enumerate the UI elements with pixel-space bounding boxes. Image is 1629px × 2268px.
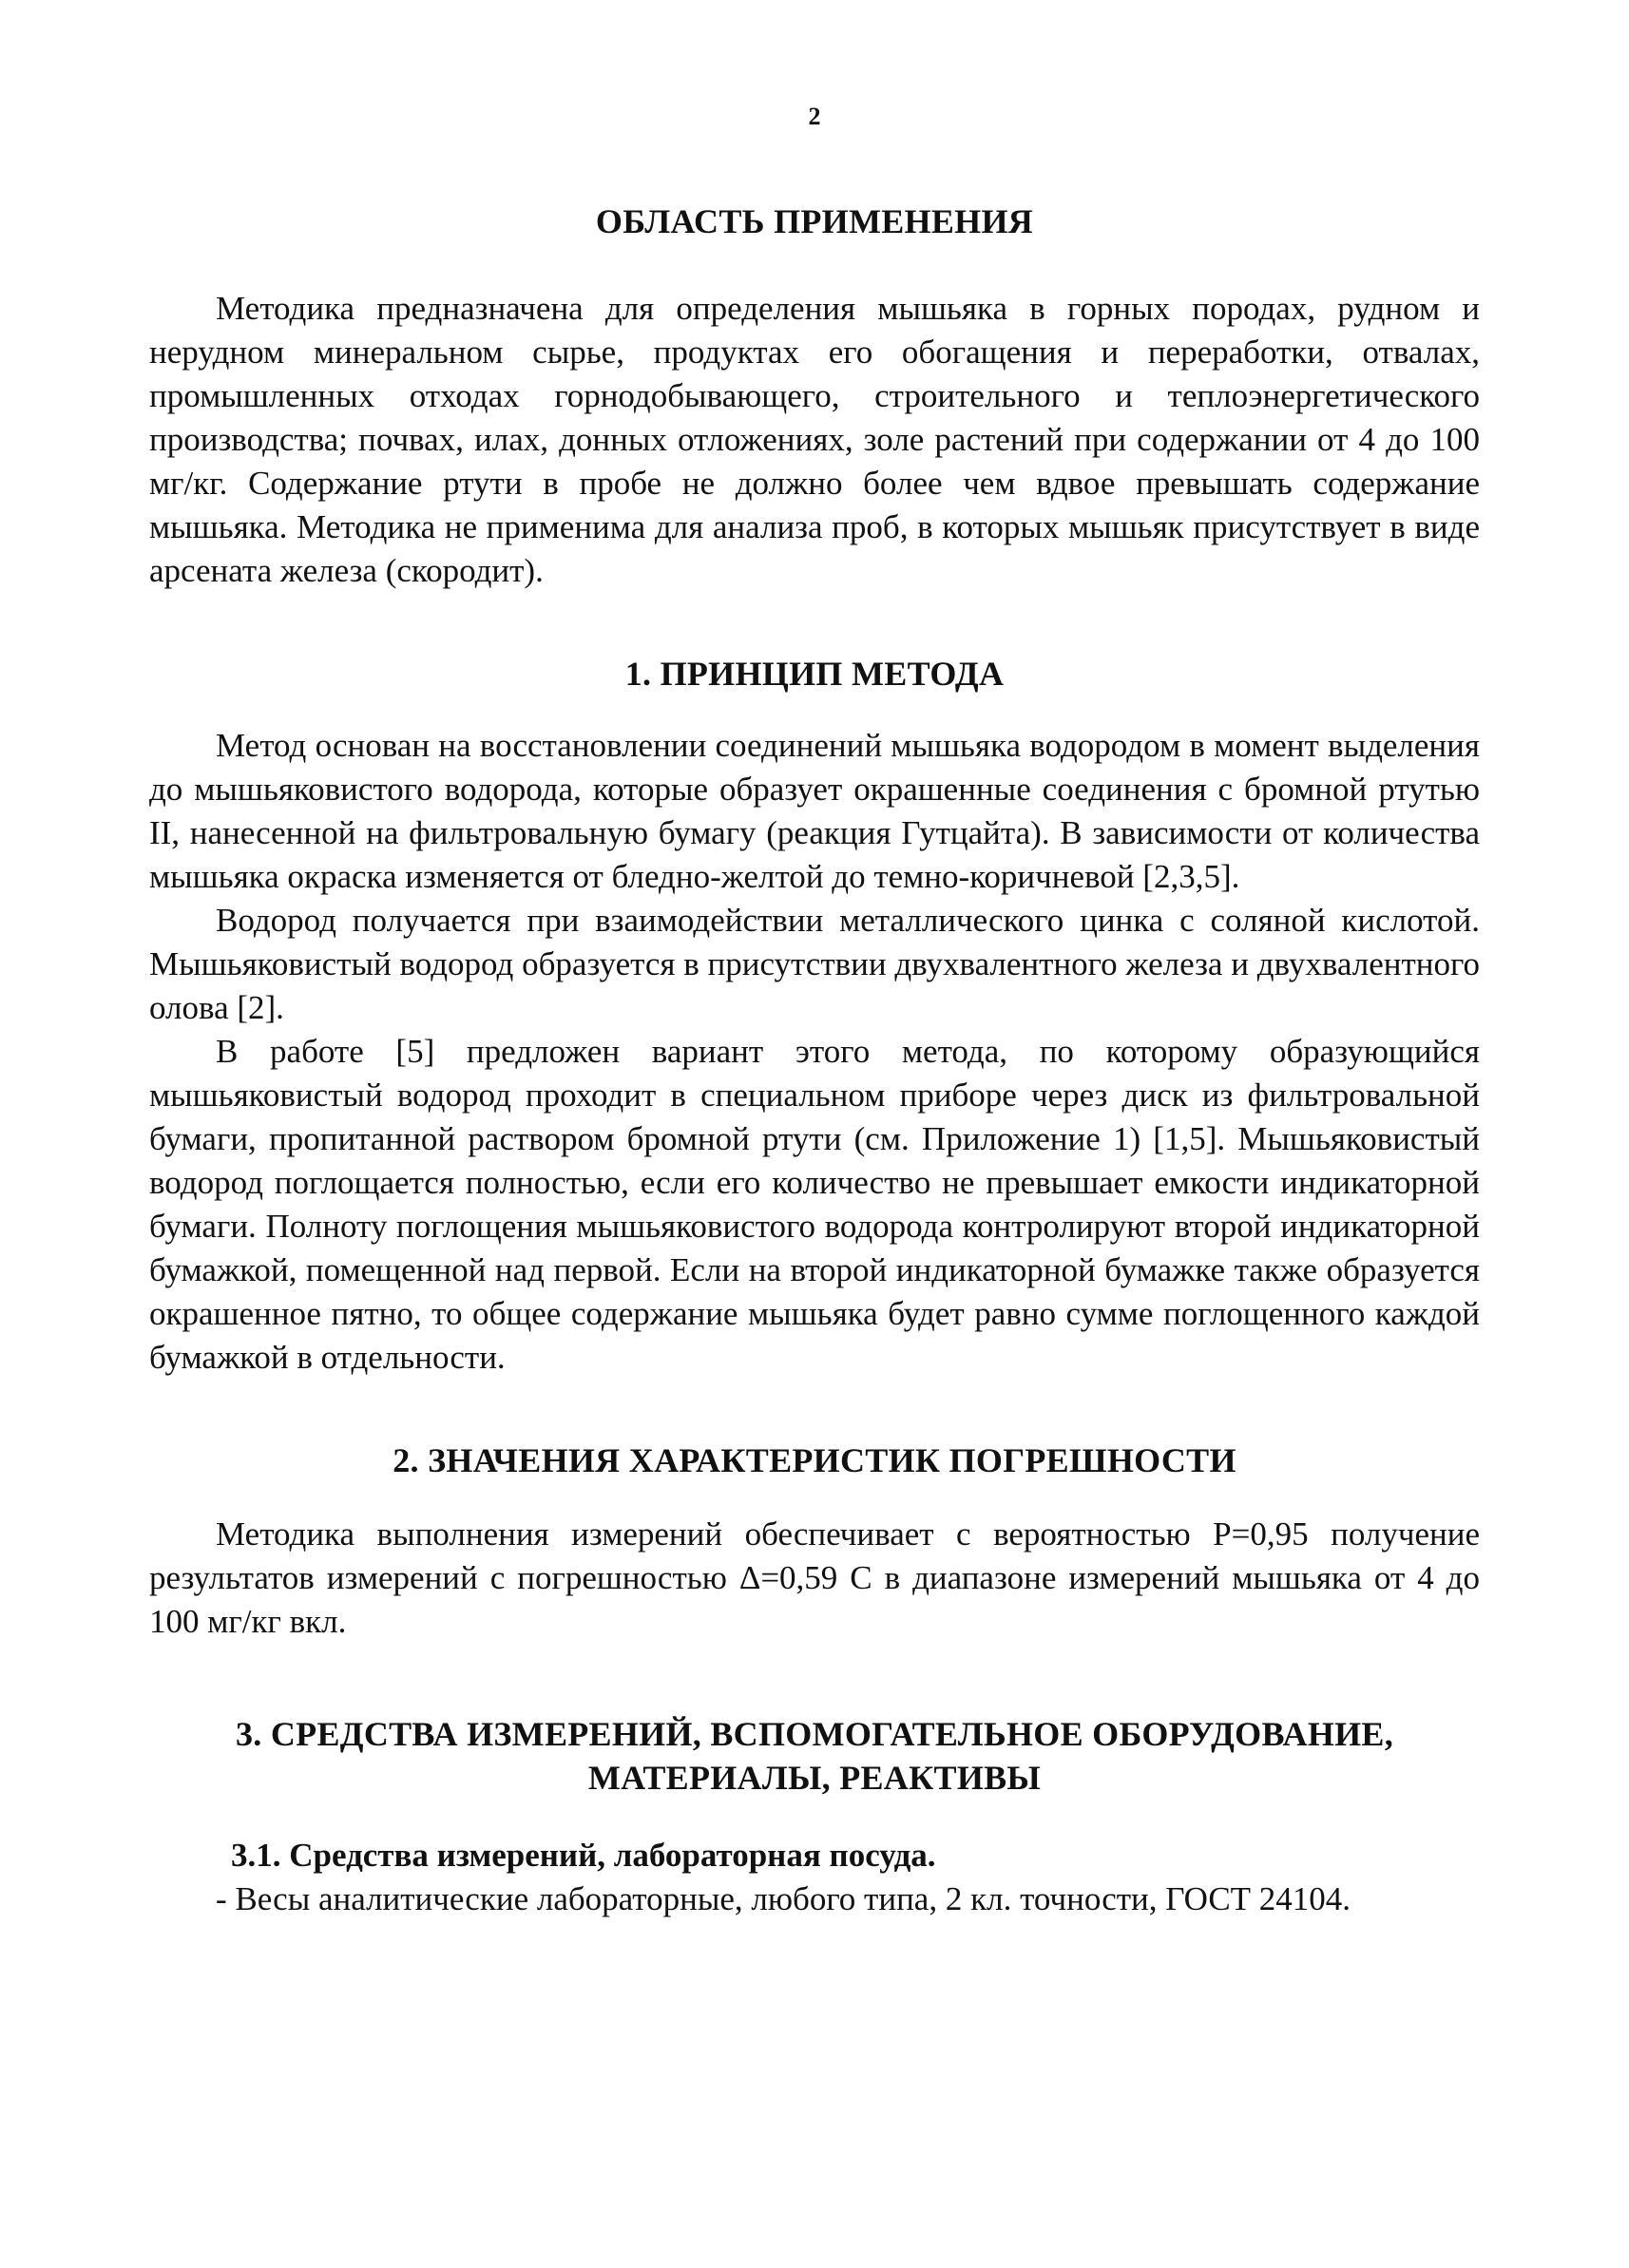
section-1-heading: 1. ПРИНЦИП МЕТОДА bbox=[624, 655, 1005, 693]
section-3-heading-line-1: 3. СРЕДСТВА ИЗМЕРЕНИЙ, ВСПОМОГАТЕЛЬНОЕ ОБОРУДОВАНИЕ, bbox=[235, 1715, 1394, 1753]
section-2-paragraph: Методика выполнения измерений обеспечивает с вероятностью Р=0,95 получение результатов измерений с погрешностью Δ=0,59 С в диапазоне измерений мышьяка от 4 до 100 мг/кг вкл. bbox=[149, 1515, 1480, 1640]
equipment-list-item: - Весы аналитические лабораторные, любого типа, 2 кл. точности, ГОСТ 24104. bbox=[216, 1880, 1351, 1917]
scope-paragraph: Методика предназначена для определения мышьяка в горных породах, рудном и нерудном минеральном сырье, продуктах его обогащения и переработки, отвалах, промышленных отходах горнодобывающего, строительного и теплоэнергетического производства; почвах, илах, донных отложениях, золе растений при содержании от 4 до 100 мг/кг. Содержание ртути в пробе не должно более чем вдвое превышать содержание мышьяка. Методика не применима для анализа проб, в которых мышьяк присутствует в виде арсената железа (скородит). bbox=[149, 290, 1480, 589]
section-2-heading: 2. ЗНАЧЕНИЯ ХАРАКТЕРИСТИК ПОГРЕШНОСТИ bbox=[393, 1441, 1236, 1479]
section-1-paragraph-1: Метод основан на восстановлении соединений мышьяка водородом в момент выделения до мышьяковистого водорода, которые образует окрашенные соединения с бромной ртутью II, нанесенной на фильтровальную бумагу (реакция Гутцайта). В зависимости от количества мышьяка окраска изменяется от бледно-желтой до темно-коричневой [2,3,5]. bbox=[149, 727, 1480, 895]
section-1-paragraph-2: Водород получается при взаимодействии металлического цинка с соляной кислотой. Мышьяковистый водород образуется в присутствии двухвалентного железа и двухвалентного олова [2]. bbox=[149, 902, 1480, 1026]
page-number: 2 bbox=[808, 103, 821, 130]
page-content bbox=[149, 190, 1480, 1921]
section-1-paragraph-3: В работе [5] предложен вариант этого метода, по которому образующийся мышьяковистый водород проходит в специальном приборе через диск из фильтровальной бумаги, пропитанной раствором бромной ртути (см. Приложение 1) [1,5]. Мышьяковистый водород поглощается полностью, если его количество не превышает емкости индикаторной бумаги. Полноту поглощения мышьяковистого водорода контролируют второй индикаторной бумажкой, помещенной над первой. Если на второй индикаторной бумажке также образуется окрашенное пятно, то общее содержание мышьяка будет равно сумме поглощенного каждой бумажкой в отдельности. bbox=[149, 1033, 1480, 1376]
section-3-heading bbox=[149, 1712, 1480, 1800]
section-3-heading-line-2: МАТЕРИАЛЫ, РЕАКТИВЫ bbox=[587, 1759, 1042, 1797]
subsection-3-1-heading: 3.1. Средства измерений, лабораторная посуда. bbox=[231, 1837, 936, 1874]
scope-heading: ОБЛАСТЬ ПРИМЕНЕНИЯ bbox=[595, 202, 1034, 240]
